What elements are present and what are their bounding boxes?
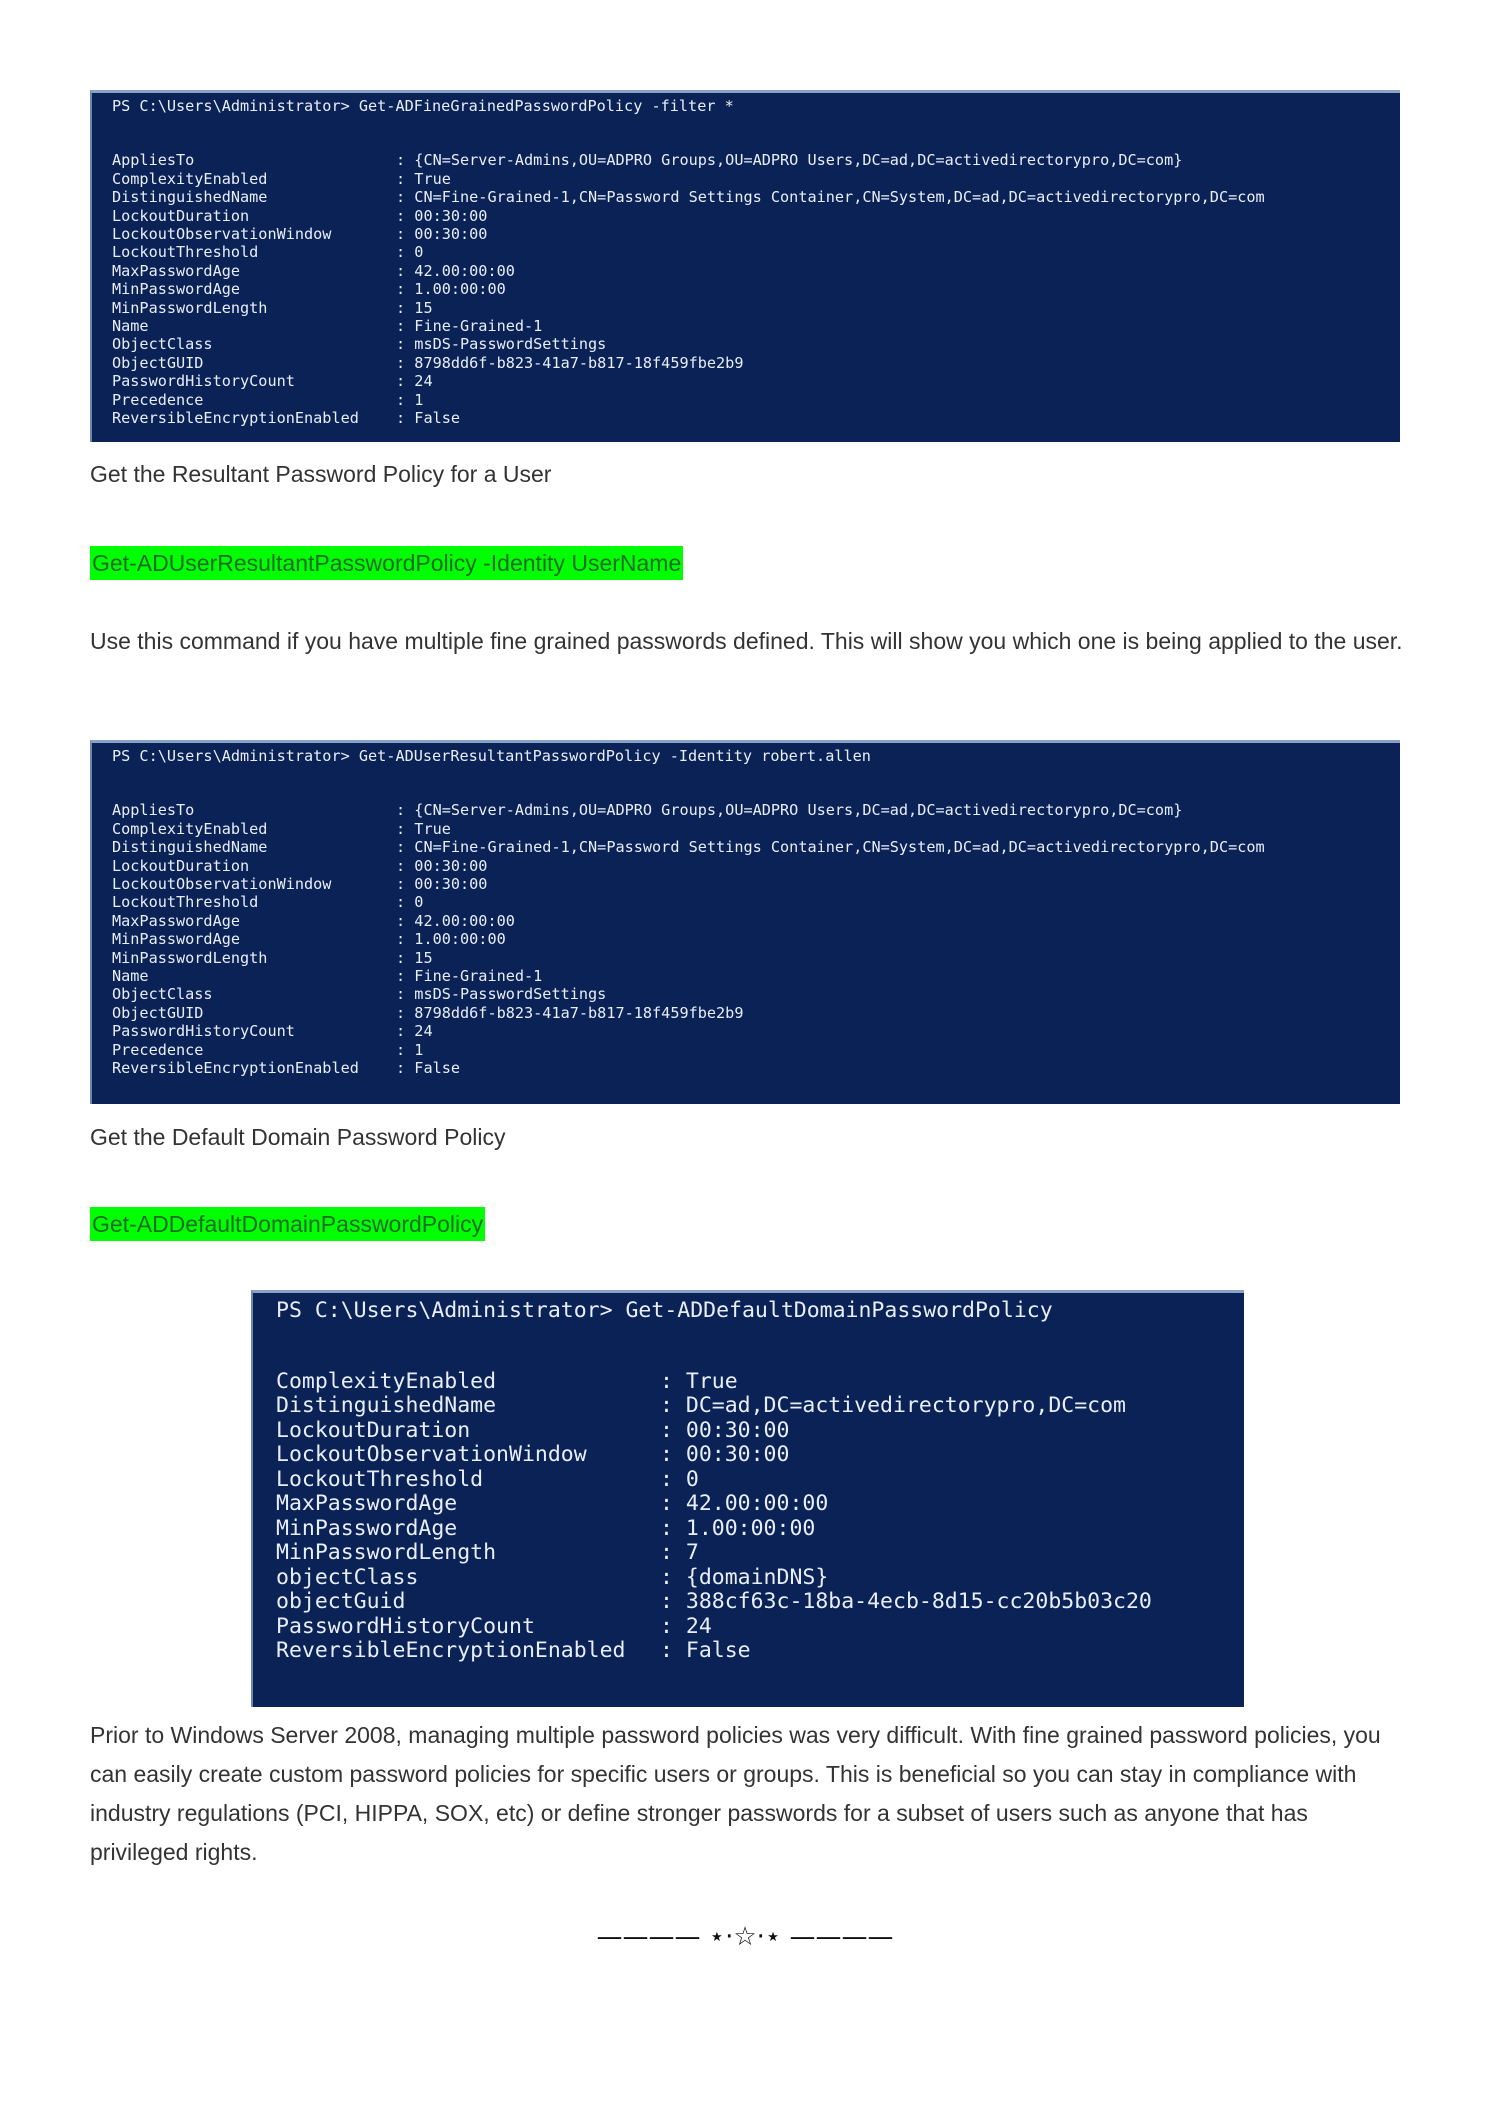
property-name: DistinguishedName — [112, 188, 268, 207]
property-name: objectGuid — [276, 1589, 406, 1614]
property-value: 00:30:00 — [414, 856, 488, 875]
property-name: MaxPasswordAge — [112, 261, 241, 280]
separator: : — [396, 930, 415, 949]
property-value: True — [685, 1368, 738, 1394]
separator: : — [396, 188, 415, 207]
property-name: ComplexityEnabled — [112, 169, 268, 188]
property-value: msDS-PasswordSettings — [414, 985, 607, 1004]
separator: : — [396, 353, 415, 372]
property-value: 24 — [414, 372, 433, 391]
terminal-output — [112, 801, 1400, 1077]
separator: : — [660, 1393, 686, 1418]
property-name: AppliesTo — [112, 151, 195, 170]
separator: : — [396, 1059, 415, 1078]
terminal-row — [112, 1004, 1400, 1022]
terminal-row — [276, 1541, 1244, 1566]
powershell-screenshot-default-domain-policy — [251, 1290, 1244, 1707]
section-heading-default-policy: Get the Default Domain Password Policy — [90, 1124, 506, 1150]
separator: : — [396, 1040, 415, 1059]
property-value: DC=ad,DC=activedirectorypro,DC=com — [685, 1393, 1126, 1418]
property-name: MinPasswordAge — [112, 280, 241, 299]
property-value: 00:30:00 — [685, 1442, 790, 1467]
property-value: {domainDNS} — [685, 1564, 829, 1590]
separator: : — [396, 335, 415, 354]
terminal-row — [112, 317, 1400, 335]
property-name: PasswordHistoryCount — [112, 372, 295, 391]
terminal-row — [276, 1394, 1244, 1419]
terminal-row — [112, 354, 1400, 372]
property-value: 24 — [685, 1613, 712, 1639]
terminal-row — [112, 1041, 1400, 1059]
terminal-row — [276, 1468, 1244, 1493]
property-name: LockoutDuration — [112, 206, 250, 225]
property-name: ReversibleEncryptionEnabled — [112, 409, 359, 428]
terminal-row — [112, 820, 1400, 838]
property-value: 1 — [414, 390, 424, 409]
property-value: 00:30:00 — [414, 225, 488, 244]
powershell-screenshot-fine-grained-policy — [90, 90, 1400, 442]
property-name: Name — [112, 967, 149, 986]
separator: : — [396, 151, 415, 170]
terminal-row — [276, 1492, 1244, 1517]
property-name: ObjectGUID — [112, 1003, 204, 1022]
section-heading-user-policy: Get the Resultant Password Policy for a User — [90, 461, 552, 487]
separator: : — [396, 1022, 415, 1041]
separator: : — [396, 819, 415, 838]
powershell-screenshot-user-resultant-policy — [90, 740, 1400, 1104]
terminal-row — [112, 1059, 1400, 1077]
terminal-row — [112, 857, 1400, 875]
property-name: LockoutDuration — [276, 1417, 471, 1443]
property-value: False — [685, 1638, 751, 1663]
separator: : — [660, 1638, 686, 1663]
property-value: CN=Fine-Grained-1,CN=Password Settings Container,CN=System,DC=ad,DC=activedirectorypro,DC=com — [414, 188, 1265, 207]
separator: : — [396, 261, 415, 280]
separator: : — [396, 390, 415, 409]
property-name: MinPasswordLength — [112, 298, 268, 317]
property-value: 1 — [414, 1040, 424, 1059]
terminal-row — [276, 1639, 1244, 1664]
terminal-output — [276, 1370, 1244, 1664]
terminal-row — [276, 1615, 1244, 1640]
separator: : — [660, 1466, 686, 1492]
property-name: PasswordHistoryCount — [112, 1022, 295, 1041]
terminal-output — [112, 151, 1400, 427]
separator: : — [396, 225, 415, 244]
terminal-row — [112, 299, 1400, 317]
terminal-row — [112, 243, 1400, 261]
property-name: LockoutObservationWindow — [112, 875, 332, 894]
property-value: 24 — [414, 1022, 433, 1041]
property-value: Fine-Grained-1 — [414, 967, 543, 986]
separator: : — [396, 985, 415, 1004]
separator: : — [660, 1589, 686, 1614]
separator: : — [660, 1613, 686, 1639]
separator: : — [396, 875, 415, 894]
terminal-row — [112, 151, 1400, 169]
property-value: 1.00:00:00 — [414, 930, 506, 949]
property-value: 388cf63c-18ba-4ecb-8d15-cc20b5b03c20 — [685, 1589, 1152, 1614]
separator: : — [660, 1540, 686, 1565]
property-value: {CN=Server-Admins,OU=ADPRO Groups,OU=ADPRO Users,DC=ad,DC=activedirectorypro,DC=com} — [414, 151, 1183, 170]
terminal-row — [112, 930, 1400, 948]
terminal-prompt: PS C:\Users\Administrator> Get-ADDefaultDomainPasswordPolicy — [276, 1298, 1053, 1323]
property-name: DistinguishedName — [276, 1393, 497, 1418]
separator: : — [396, 243, 415, 262]
property-value: 1.00:00:00 — [414, 280, 506, 299]
terminal-row — [276, 1419, 1244, 1444]
terminal-row — [112, 225, 1400, 243]
property-name: ObjectGUID — [112, 353, 204, 372]
terminal-row — [112, 875, 1400, 893]
separator: : — [396, 911, 415, 930]
property-value: 00:30:00 — [685, 1417, 790, 1443]
property-name: objectClass — [276, 1564, 419, 1590]
separator: : — [396, 838, 415, 857]
property-name: LockoutThreshold — [276, 1466, 484, 1492]
terminal-row — [276, 1370, 1244, 1395]
separator: : — [396, 280, 415, 299]
separator: : — [396, 967, 415, 986]
property-name: MinPasswordLength — [276, 1540, 497, 1565]
terminal-row — [112, 188, 1400, 206]
terminal-row — [112, 170, 1400, 188]
paragraph-closing: Prior to Windows Server 2008, managing multiple password policies was very difficult. With fine grained password policies, you can easily create custom password policies for specific users or groups. This is beneficial so you can stay in compliance with industry regulations (PCI, HIPPA, SOX, etc) or define stronger passwords for a subset of users such as anyone that has privileged rights. — [90, 1722, 1381, 1865]
property-value: False — [414, 409, 461, 428]
property-value: False — [414, 1059, 461, 1078]
property-value: CN=Fine-Grained-1,CN=Password Settings Container,CN=System,DC=ad,DC=activedirectorypro,DC=com — [414, 838, 1265, 857]
property-value: 42.00:00:00 — [414, 911, 515, 930]
property-name: MinPasswordAge — [112, 930, 241, 949]
property-name: LockoutObservationWindow — [276, 1442, 587, 1467]
property-name: MaxPasswordAge — [112, 911, 241, 930]
terminal-row — [112, 207, 1400, 225]
property-name: ComplexityEnabled — [276, 1368, 497, 1394]
separator: : — [396, 169, 415, 188]
terminal-row — [112, 893, 1400, 911]
paragraph-user-policy: Use this command if you have multiple fine grained passwords defined. This will show you which one is being applied to the user. — [90, 628, 1403, 654]
property-name: ObjectClass — [112, 985, 213, 1004]
separator: : — [396, 856, 415, 875]
separator: : — [396, 317, 415, 336]
separator: : — [396, 801, 415, 820]
property-name: PasswordHistoryCount — [276, 1613, 535, 1639]
property-value: 15 — [414, 298, 433, 317]
property-value: msDS-PasswordSettings — [414, 335, 607, 354]
separator: : — [396, 298, 415, 317]
terminal-row — [276, 1443, 1244, 1468]
terminal-row — [112, 1022, 1400, 1040]
terminal-row — [112, 801, 1400, 819]
separator: : — [396, 409, 415, 428]
terminal-row — [276, 1566, 1244, 1591]
terminal-row — [276, 1517, 1244, 1542]
property-name: DistinguishedName — [112, 838, 268, 857]
terminal-prompt: PS C:\Users\Administrator> Get-ADFineGrainedPasswordPolicy -filter * — [112, 97, 734, 115]
terminal-row — [112, 967, 1400, 985]
separator: : — [396, 1003, 415, 1022]
terminal-prompt: PS C:\Users\Administrator> Get-ADUserResultantPasswordPolicy -Identity robert.allen — [112, 747, 871, 765]
property-value: True — [414, 169, 451, 188]
property-value: 8798dd6f-b823-41a7-b817-18f459fbe2b9 — [414, 1003, 744, 1022]
property-value: 15 — [414, 948, 433, 967]
terminal-row — [112, 912, 1400, 930]
property-value: 0 — [414, 243, 424, 262]
property-name: Precedence — [112, 1040, 204, 1059]
property-name: LockoutThreshold — [112, 893, 259, 912]
terminal-row — [112, 985, 1400, 1003]
property-value: 0 — [414, 893, 424, 912]
property-value: {CN=Server-Admins,OU=ADPRO Groups,OU=ADPRO Users,DC=ad,DC=activedirectorypro,DC=com} — [414, 801, 1183, 820]
terminal-row — [112, 409, 1400, 427]
terminal-row — [112, 372, 1400, 390]
terminal-row — [112, 335, 1400, 353]
separator: : — [660, 1368, 686, 1394]
property-value: 00:30:00 — [414, 206, 488, 225]
separator: : — [396, 893, 415, 912]
separator: : — [660, 1491, 686, 1516]
property-name: ReversibleEncryptionEnabled — [276, 1638, 626, 1663]
command-default-domain-policy: Get-ADDefaultDomainPasswordPolicy — [90, 1207, 485, 1241]
property-value: 42.00:00:00 — [414, 261, 515, 280]
property-name: LockoutThreshold — [112, 243, 259, 262]
property-name: MinPasswordAge — [276, 1515, 458, 1541]
property-name: Precedence — [112, 390, 204, 409]
property-value: 00:30:00 — [414, 875, 488, 894]
property-name: ReversibleEncryptionEnabled — [112, 1059, 359, 1078]
property-name: AppliesTo — [112, 801, 195, 820]
property-name: ComplexityEnabled — [112, 819, 268, 838]
property-name: LockoutDuration — [112, 856, 250, 875]
property-name: MinPasswordLength — [112, 948, 268, 967]
terminal-row — [112, 391, 1400, 409]
terminal-row — [112, 838, 1400, 856]
property-value: True — [414, 819, 451, 838]
property-name: MaxPasswordAge — [276, 1491, 458, 1516]
command-user-resultant-policy: Get-ADUserResultantPasswordPolicy -Identity UserName — [90, 546, 683, 580]
separator: : — [396, 948, 415, 967]
terminal-row — [112, 949, 1400, 967]
property-name: Name — [112, 317, 149, 336]
section-divider: ———— ⋆·☆·⋆ ———— — [596, 1922, 894, 1952]
separator: : — [396, 206, 415, 225]
terminal-row — [276, 1590, 1244, 1615]
separator: : — [660, 1515, 686, 1541]
property-value: 8798dd6f-b823-41a7-b817-18f459fbe2b9 — [414, 353, 744, 372]
property-value: 0 — [685, 1466, 699, 1492]
terminal-row — [112, 280, 1400, 298]
separator: : — [660, 1442, 686, 1467]
property-name: LockoutObservationWindow — [112, 225, 332, 244]
separator: : — [660, 1417, 686, 1443]
separator: : — [660, 1564, 686, 1590]
terminal-row — [112, 262, 1400, 280]
property-value: 1.00:00:00 — [685, 1515, 816, 1541]
property-value: Fine-Grained-1 — [414, 317, 543, 336]
separator: : — [396, 372, 415, 391]
property-name: ObjectClass — [112, 335, 213, 354]
property-value: 7 — [685, 1540, 699, 1565]
property-value: 42.00:00:00 — [685, 1491, 829, 1516]
